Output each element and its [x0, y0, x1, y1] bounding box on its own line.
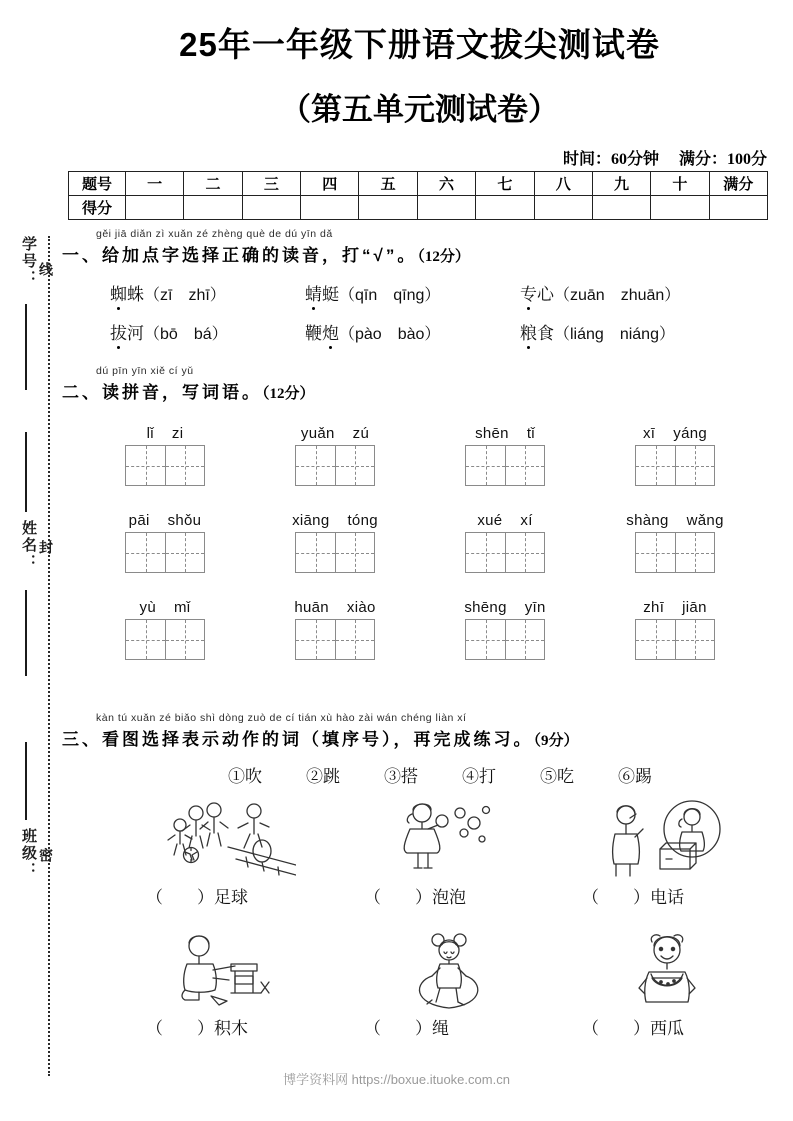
table-row-scores	[69, 196, 768, 220]
score-table-score-cell-3[interactable]	[242, 196, 300, 220]
girl-jumping-rope-icon	[340, 926, 558, 1012]
tianzige-cell[interactable]	[165, 446, 204, 485]
boy-building-blocks-icon	[122, 926, 340, 1012]
score-table-score-cell-11[interactable]	[709, 196, 767, 220]
verb-option[interactable]: ⑥踢	[618, 767, 652, 786]
write-word-cell	[590, 425, 760, 490]
tianzige-cell[interactable]	[126, 446, 165, 485]
student-id-label: 学号：	[20, 236, 37, 287]
pronunciation-row-2	[62, 319, 778, 344]
write-word-cell	[80, 512, 250, 577]
pronunciation-word: 蜻蜓	[305, 285, 339, 304]
word-pinyin: yuǎn zú	[300, 425, 370, 442]
section-three-heading	[62, 725, 778, 750]
score-table-col-header-1: 一	[126, 172, 184, 196]
score-table-col-header-10: 十	[651, 172, 709, 196]
section-three-title: 看图选择表示动作的词（填序号），再完成练习。	[102, 730, 534, 749]
picture-cell	[340, 926, 558, 1039]
tianzige-cell[interactable]	[675, 620, 714, 659]
word-pinyin: shēn tǐ	[475, 425, 535, 442]
tianzige-grid[interactable]	[125, 532, 205, 573]
pronunciation-choices[interactable]: （liáng niáng）	[554, 326, 675, 343]
pronunciation-item[interactable]	[520, 319, 760, 344]
tianzige-grid[interactable]	[295, 445, 375, 486]
tianzige-grid[interactable]	[465, 445, 545, 486]
score-table-score-cell-8[interactable]	[534, 196, 592, 220]
student-name-label: 姓名：	[20, 520, 37, 571]
score-table-score-cell-5[interactable]	[359, 196, 417, 220]
tianzige-cell[interactable]	[335, 533, 374, 572]
picture-noun: 绳	[432, 1019, 449, 1038]
picture-cell	[340, 795, 558, 908]
word-pinyin: yù mǐ	[139, 599, 191, 616]
tianzige-cell[interactable]	[296, 620, 335, 659]
write-word-cell	[420, 425, 590, 490]
picture-caption[interactable]: （ ）西瓜	[582, 1019, 684, 1038]
page-subtitle: （第五单元测试卷）	[280, 92, 559, 127]
word-pinyin: zhī jiān	[643, 599, 707, 616]
pronunciation-word: 专心	[520, 285, 554, 304]
score-table-col-header-3: 三	[242, 172, 300, 196]
write-word-cell	[80, 425, 250, 490]
tianzige-grid[interactable]	[125, 445, 205, 486]
word-pinyin: xī yáng	[642, 425, 707, 442]
page-title: 25年一年级下册语文拔尖测试卷	[179, 26, 660, 63]
tianzige-grid[interactable]	[635, 619, 715, 660]
table-row-question-numbers	[69, 172, 768, 196]
dotted-character: 蜘	[110, 280, 127, 305]
exam-total-score: 满分：100分	[678, 151, 767, 168]
kids-playing-soccer-icon	[122, 795, 340, 881]
pronunciation-word: 拔河	[110, 324, 144, 343]
verb-option[interactable]: ⑤吃	[540, 767, 574, 786]
section-one-heading	[62, 241, 778, 266]
section-two	[62, 365, 778, 664]
verb-option[interactable]: ②跳	[306, 767, 340, 786]
section-two-pinyin: dú pīn yīn xiě cí yǔ	[96, 365, 194, 377]
exam-time: 时间：60分钟	[562, 151, 659, 168]
tianzige-grid[interactable]	[125, 619, 205, 660]
picture-cell	[558, 795, 776, 908]
word-grid-row-2	[62, 512, 778, 577]
footer-watermark: 博学资料网 https://boxue.ituoke.com.cn	[283, 1072, 510, 1087]
write-word-cell	[590, 512, 760, 577]
tianzige-cell[interactable]	[636, 446, 675, 485]
tianzige-cell[interactable]	[466, 620, 505, 659]
pronunciation-choices[interactable]: （pào bào）	[339, 326, 441, 343]
score-table-col-header-8: 八	[534, 172, 592, 196]
word-grid-row-3	[62, 599, 778, 664]
write-word-cell	[420, 512, 590, 577]
tianzige-cell[interactable]	[466, 533, 505, 572]
score-table-col-header-11: 满分	[709, 172, 767, 196]
seal-mark-feng: 封	[38, 540, 54, 556]
picture-caption[interactable]: （ ）积木	[146, 1019, 248, 1038]
word-pinyin: lǐ zi	[146, 425, 184, 442]
seal-dotted-line	[48, 236, 50, 1076]
pronunciation-item[interactable]	[305, 280, 520, 305]
tianzige-grid[interactable]	[635, 532, 715, 573]
picture-noun: 足球	[214, 888, 248, 907]
pronunciation-word: 粮食	[520, 324, 554, 343]
tianzige-cell[interactable]	[505, 620, 544, 659]
picture-noun: 西瓜	[650, 1019, 684, 1038]
tianzige-grid[interactable]	[295, 619, 375, 660]
pronunciation-item[interactable]	[305, 319, 520, 344]
children-on-phone-icon	[558, 795, 776, 881]
class-rule	[25, 742, 27, 820]
word-pinyin: huān xiào	[294, 599, 376, 616]
tianzige-cell[interactable]	[505, 533, 544, 572]
class-label: 班级：	[20, 828, 37, 879]
section-three-index: 三、	[62, 730, 102, 749]
tianzige-grid[interactable]	[635, 445, 715, 486]
section-two-heading	[62, 378, 778, 403]
seal-margin	[0, 0, 62, 1121]
pronunciation-item[interactable]	[520, 280, 760, 305]
word-pinyin: shēng yīn	[464, 599, 546, 616]
score-table-score-cell-7[interactable]	[476, 196, 534, 220]
score-table-col-header-5: 五	[359, 172, 417, 196]
score-table-score-cell-6[interactable]	[417, 196, 475, 220]
dotted-character: 炮	[322, 319, 339, 344]
tianzige-cell[interactable]	[505, 446, 544, 485]
tianzige-cell[interactable]	[636, 533, 675, 572]
tianzige-cell[interactable]	[296, 446, 335, 485]
tianzige-cell[interactable]	[335, 620, 374, 659]
tianzige-cell[interactable]	[466, 446, 505, 485]
pronunciation-choices[interactable]: （zī zhī）	[144, 287, 226, 304]
picture-noun: 积木	[214, 1019, 248, 1038]
picture-noun: 电话	[650, 888, 684, 907]
exam-meta	[563, 146, 767, 169]
seal-mark-line: 线	[38, 262, 54, 278]
pronunciation-item[interactable]	[110, 280, 305, 305]
score-table-col-header-4: 四	[301, 172, 359, 196]
score-table-score-cell-2[interactable]	[184, 196, 242, 220]
score-table-col-header-2: 二	[184, 172, 242, 196]
score-table-row-head-score: 得分	[69, 196, 126, 220]
picture-cell	[122, 795, 340, 908]
word-pinyin: xiāng tóng	[292, 512, 378, 529]
write-word-cell	[250, 425, 420, 490]
verb-option[interactable]: ①吹	[228, 767, 262, 786]
tianzige-cell[interactable]	[636, 620, 675, 659]
section-one-index: 一、	[62, 246, 102, 265]
score-table-col-header-7: 七	[476, 172, 534, 196]
score-table-col-header-9: 九	[592, 172, 650, 196]
picture-caption[interactable]: （ ）电话	[582, 888, 684, 907]
tianzige-cell[interactable]	[335, 446, 374, 485]
tianzige-cell[interactable]	[675, 533, 714, 572]
verb-option[interactable]: ④打	[462, 767, 496, 786]
write-word-cell	[250, 599, 420, 664]
student-name-rule	[25, 432, 27, 512]
girl-blowing-bubbles-icon	[340, 795, 558, 881]
tianzige-grid[interactable]	[295, 532, 375, 573]
tianzige-cell[interactable]	[165, 620, 204, 659]
tianzige-grid[interactable]	[465, 619, 545, 660]
section-three-pinyin: kàn tú xuǎn zé biǎo shì dòng zuò de cí tián xù hào zài wán chéng liàn xí	[96, 712, 467, 724]
score-table	[68, 171, 768, 220]
verb-option-list	[62, 762, 778, 787]
tianzige-cell[interactable]	[296, 533, 335, 572]
section-one-pinyin: gěi jiā diǎn zì xuǎn zé zhèng què de dú yīn dǎ	[96, 228, 333, 240]
write-word-cell	[590, 599, 760, 664]
word-pinyin: shàng wǎng	[626, 512, 724, 529]
student-name-rule-lower	[25, 590, 27, 676]
dotted-character: 蜻	[305, 280, 322, 305]
pronunciation-word: 鞭炮	[305, 324, 339, 343]
tianzige-cell[interactable]	[126, 620, 165, 659]
tianzige-cell[interactable]	[675, 446, 714, 485]
section-two-points: （12分）	[262, 386, 315, 402]
picture-caption[interactable]: （ ）绳	[364, 1019, 449, 1038]
picture-row-1	[62, 795, 778, 908]
tianzige-cell[interactable]	[165, 533, 204, 572]
dotted-character: 拔	[110, 319, 127, 344]
score-table-score-cell-1[interactable]	[126, 196, 184, 220]
picture-caption[interactable]: （ ）足球	[146, 888, 248, 907]
picture-row-2	[62, 926, 778, 1039]
score-table-col-header-6: 六	[417, 172, 475, 196]
pronunciation-choices[interactable]: （qīn qīng）	[339, 287, 441, 304]
score-table-score-cell-4[interactable]	[301, 196, 359, 220]
section-two-title: 读拼音，写词语。	[102, 383, 262, 402]
section-one-points: （12分）	[417, 249, 470, 265]
pronunciation-item[interactable]	[110, 319, 305, 344]
section-two-index: 二、	[62, 383, 102, 402]
boy-eating-watermelon-icon	[558, 926, 776, 1012]
pronunciation-row-1	[62, 280, 778, 305]
section-three-points: （9分）	[533, 733, 579, 749]
score-table-row-head-question: 题号	[69, 172, 126, 196]
word-grid-row-1	[62, 425, 778, 490]
tianzige-grid[interactable]	[465, 532, 545, 573]
section-one-title: 给加点字选择正确的读音，打“√”。	[102, 246, 418, 265]
tianzige-cell[interactable]	[126, 533, 165, 572]
pronunciation-choices[interactable]: （zuān zhuān）	[554, 287, 681, 304]
score-table-score-cell-9[interactable]	[592, 196, 650, 220]
picture-cell	[558, 926, 776, 1039]
dotted-character: 专	[520, 280, 537, 305]
pronunciation-choices[interactable]: （bō bá）	[144, 326, 228, 343]
dotted-character: 粮	[520, 319, 537, 344]
pronunciation-word: 蜘蛛	[110, 285, 144, 304]
write-word-cell	[80, 599, 250, 664]
seal-mark-mi: 密	[38, 848, 54, 864]
picture-caption[interactable]: （ ）泡泡	[364, 888, 466, 907]
section-one	[62, 228, 778, 344]
score-table-score-cell-10[interactable]	[651, 196, 709, 220]
write-word-cell	[420, 599, 590, 664]
verb-option[interactable]: ③搭	[384, 767, 418, 786]
picture-cell	[122, 926, 340, 1039]
section-three	[62, 712, 778, 1039]
write-word-cell	[250, 512, 420, 577]
picture-noun: 泡泡	[432, 888, 466, 907]
word-pinyin: pāi shǒu	[128, 512, 202, 529]
student-id-rule	[25, 304, 27, 390]
word-pinyin: xué xí	[477, 512, 533, 529]
